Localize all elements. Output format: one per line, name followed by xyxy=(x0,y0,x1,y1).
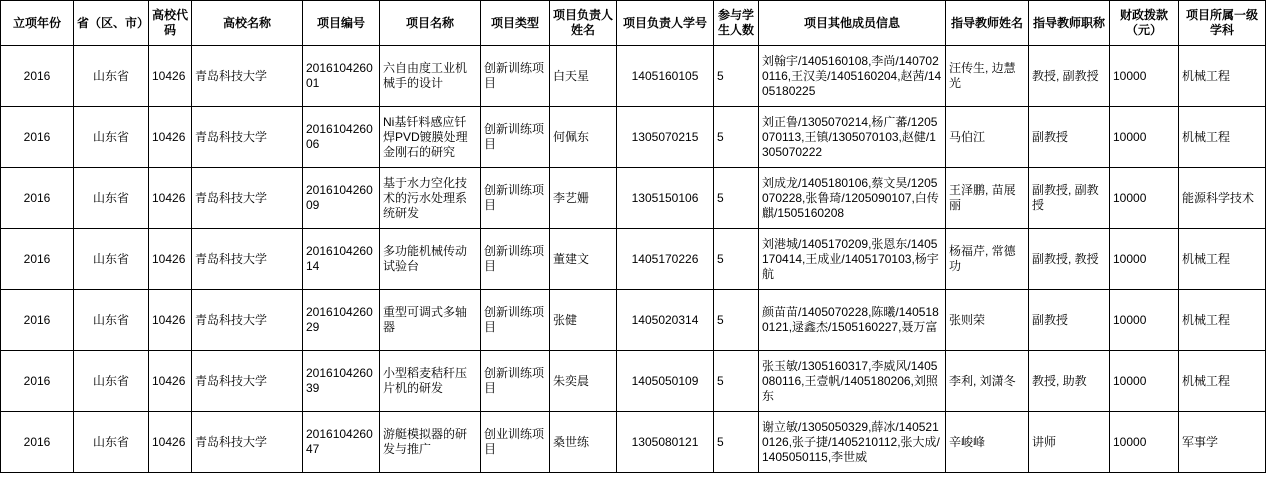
cell-members: 刘成龙/1405180106,蔡文昊/1205070228,张鲁琦/1205090107,白传麒/1505160208 xyxy=(759,168,946,229)
cell-project-name: 六自由度工业机械手的设计 xyxy=(380,46,481,107)
column-header-school-code: 高校代码 xyxy=(149,1,192,46)
cell-province: 山东省 xyxy=(74,229,149,290)
cell-teacher-name: 汪传生, 边慧光 xyxy=(946,46,1029,107)
cell-project-type: 创业训练项目 xyxy=(481,412,550,473)
table-row xyxy=(1,46,1266,107)
cell-funds: 10000 xyxy=(1110,290,1179,351)
column-header-leader-no: 项目负责人学号 xyxy=(617,1,714,46)
cell-discipline: 军事学 xyxy=(1179,412,1266,473)
cell-year: 2016 xyxy=(1,412,74,473)
column-header-year: 立项年份 xyxy=(1,1,74,46)
cell-discipline: 机械工程 xyxy=(1179,290,1266,351)
cell-funds: 10000 xyxy=(1110,351,1179,412)
cell-student-count: 5 xyxy=(714,229,759,290)
cell-student-count: 5 xyxy=(714,351,759,412)
cell-province: 山东省 xyxy=(74,412,149,473)
cell-school-code: 10426 xyxy=(149,107,192,168)
cell-province: 山东省 xyxy=(74,351,149,412)
cell-leader-no: 1405170226 xyxy=(617,229,714,290)
table-header xyxy=(1,1,1266,46)
table-header-row xyxy=(1,1,1266,46)
cell-teacher-title: 讲师 xyxy=(1029,412,1110,473)
cell-province: 山东省 xyxy=(74,168,149,229)
column-header-province: 省（区、市） xyxy=(74,1,149,46)
column-header-teacher-title: 指导教师职称 xyxy=(1029,1,1110,46)
cell-school-code: 10426 xyxy=(149,168,192,229)
cell-project-no: 201610426014 xyxy=(303,229,380,290)
cell-school-name: 青岛科技大学 xyxy=(192,351,303,412)
cell-year: 2016 xyxy=(1,107,74,168)
cell-members: 刘翰宇/1405160108,李尚/1407020116,王汉美/1405160204,赵茜/1405180225 xyxy=(759,46,946,107)
cell-project-no: 201610426006 xyxy=(303,107,380,168)
cell-funds: 10000 xyxy=(1110,168,1179,229)
cell-project-name: 小型稻麦秸秆压片机的研发 xyxy=(380,351,481,412)
table-body xyxy=(1,46,1266,473)
cell-leader-no: 1305080121 xyxy=(617,412,714,473)
cell-leader-name: 董建文 xyxy=(550,229,617,290)
cell-project-no: 201610426047 xyxy=(303,412,380,473)
cell-student-count: 5 xyxy=(714,168,759,229)
cell-members: 刘正鲁/1305070214,杨广蕃/1205070113,王镇/1305070103,赵健/1305070222 xyxy=(759,107,946,168)
cell-leader-no: 1305150106 xyxy=(617,168,714,229)
cell-project-name: 基于水力空化技术的污水处理系统研发 xyxy=(380,168,481,229)
cell-discipline: 能源科学技术 xyxy=(1179,168,1266,229)
column-header-members: 项目其他成员信息 xyxy=(759,1,946,46)
cell-project-no: 201610426029 xyxy=(303,290,380,351)
cell-project-no: 201610426039 xyxy=(303,351,380,412)
cell-year: 2016 xyxy=(1,229,74,290)
cell-teacher-title: 教授, 副教授 xyxy=(1029,46,1110,107)
cell-project-type: 创新训练项目 xyxy=(481,107,550,168)
column-header-project-no: 项目编号 xyxy=(303,1,380,46)
cell-project-type: 创新训练项目 xyxy=(481,46,550,107)
cell-year: 2016 xyxy=(1,46,74,107)
cell-year: 2016 xyxy=(1,290,74,351)
column-header-project-name: 项目名称 xyxy=(380,1,481,46)
table-row xyxy=(1,412,1266,473)
cell-school-code: 10426 xyxy=(149,351,192,412)
cell-discipline: 机械工程 xyxy=(1179,46,1266,107)
cell-project-name: 游艇模拟器的研发与推广 xyxy=(380,412,481,473)
cell-teacher-name: 李利, 刘潇冬 xyxy=(946,351,1029,412)
column-header-discipline: 项目所属一级学科 xyxy=(1179,1,1266,46)
cell-school-name: 青岛科技大学 xyxy=(192,290,303,351)
cell-school-code: 10426 xyxy=(149,46,192,107)
column-header-leader-name: 项目负责人姓名 xyxy=(550,1,617,46)
cell-teacher-title: 副教授, 副教授 xyxy=(1029,168,1110,229)
cell-province: 山东省 xyxy=(74,290,149,351)
cell-teacher-name: 张则荣 xyxy=(946,290,1029,351)
column-header-student-count: 参与学生人数 xyxy=(714,1,759,46)
cell-project-name: Ni基钎料感应钎焊PVD镀膜处理金刚石的研究 xyxy=(380,107,481,168)
cell-leader-no: 1405050109 xyxy=(617,351,714,412)
cell-student-count: 5 xyxy=(714,107,759,168)
cell-members: 刘港城/1405170209,张恩东/1405170414,王成业/1405170103,杨宇航 xyxy=(759,229,946,290)
cell-leader-name: 李艺姗 xyxy=(550,168,617,229)
cell-school-name: 青岛科技大学 xyxy=(192,412,303,473)
cell-school-name: 青岛科技大学 xyxy=(192,168,303,229)
cell-school-code: 10426 xyxy=(149,229,192,290)
cell-year: 2016 xyxy=(1,351,74,412)
cell-teacher-name: 辛峻峰 xyxy=(946,412,1029,473)
cell-leader-no: 1405160105 xyxy=(617,46,714,107)
cell-members: 颜苗苗/1405070228,陈曦/1405180121,逯鑫杰/1505160227,聂万富 xyxy=(759,290,946,351)
column-header-funds: 财政拨款（元） xyxy=(1110,1,1179,46)
cell-year: 2016 xyxy=(1,168,74,229)
table-row xyxy=(1,351,1266,412)
cell-teacher-name: 杨福芹, 常德功 xyxy=(946,229,1029,290)
cell-discipline: 机械工程 xyxy=(1179,107,1266,168)
cell-student-count: 5 xyxy=(714,290,759,351)
cell-school-name: 青岛科技大学 xyxy=(192,46,303,107)
cell-leader-name: 何佩东 xyxy=(550,107,617,168)
cell-project-type: 创新训练项目 xyxy=(481,229,550,290)
cell-student-count: 5 xyxy=(714,412,759,473)
cell-school-code: 10426 xyxy=(149,412,192,473)
cell-project-type: 创新训练项目 xyxy=(481,351,550,412)
cell-teacher-name: 马伯江 xyxy=(946,107,1029,168)
cell-members: 谢立敏/1305050329,薛冰/1405210126,张子捷/1405210112,张大成/1405050115,李世威 xyxy=(759,412,946,473)
table-row xyxy=(1,168,1266,229)
cell-leader-name: 桑世练 xyxy=(550,412,617,473)
cell-school-code: 10426 xyxy=(149,290,192,351)
cell-teacher-title: 副教授 xyxy=(1029,107,1110,168)
column-header-project-type: 项目类型 xyxy=(481,1,550,46)
cell-school-name: 青岛科技大学 xyxy=(192,107,303,168)
cell-project-no: 201610426009 xyxy=(303,168,380,229)
cell-project-no: 201610426001 xyxy=(303,46,380,107)
cell-discipline: 机械工程 xyxy=(1179,351,1266,412)
cell-leader-no: 1405020314 xyxy=(617,290,714,351)
table-row xyxy=(1,229,1266,290)
cell-funds: 10000 xyxy=(1110,229,1179,290)
cell-teacher-title: 教授, 助教 xyxy=(1029,351,1110,412)
table-row xyxy=(1,290,1266,351)
cell-members: 张玉敏/1305160317,李威风/1405080116,王壹帆/1405180206,刘照东 xyxy=(759,351,946,412)
cell-funds: 10000 xyxy=(1110,412,1179,473)
cell-project-name: 重型可调式多轴器 xyxy=(380,290,481,351)
cell-student-count: 5 xyxy=(714,46,759,107)
cell-leader-name: 朱奕晨 xyxy=(550,351,617,412)
cell-leader-name: 白天星 xyxy=(550,46,617,107)
cell-province: 山东省 xyxy=(74,107,149,168)
cell-leader-name: 张健 xyxy=(550,290,617,351)
cell-project-name: 多功能机械传动试验台 xyxy=(380,229,481,290)
cell-leader-no: 1305070215 xyxy=(617,107,714,168)
cell-teacher-name: 王泽鹏, 苗展丽 xyxy=(946,168,1029,229)
cell-discipline: 机械工程 xyxy=(1179,229,1266,290)
cell-province: 山东省 xyxy=(74,46,149,107)
column-header-teacher-name: 指导教师姓名 xyxy=(946,1,1029,46)
table-row xyxy=(1,107,1266,168)
cell-project-type: 创新训练项目 xyxy=(481,290,550,351)
cell-school-name: 青岛科技大学 xyxy=(192,229,303,290)
cell-teacher-title: 副教授 xyxy=(1029,290,1110,351)
column-header-school-name: 高校名称 xyxy=(192,1,303,46)
cell-teacher-title: 副教授, 教授 xyxy=(1029,229,1110,290)
cell-funds: 10000 xyxy=(1110,46,1179,107)
cell-project-type: 创新训练项目 xyxy=(481,168,550,229)
cell-funds: 10000 xyxy=(1110,107,1179,168)
